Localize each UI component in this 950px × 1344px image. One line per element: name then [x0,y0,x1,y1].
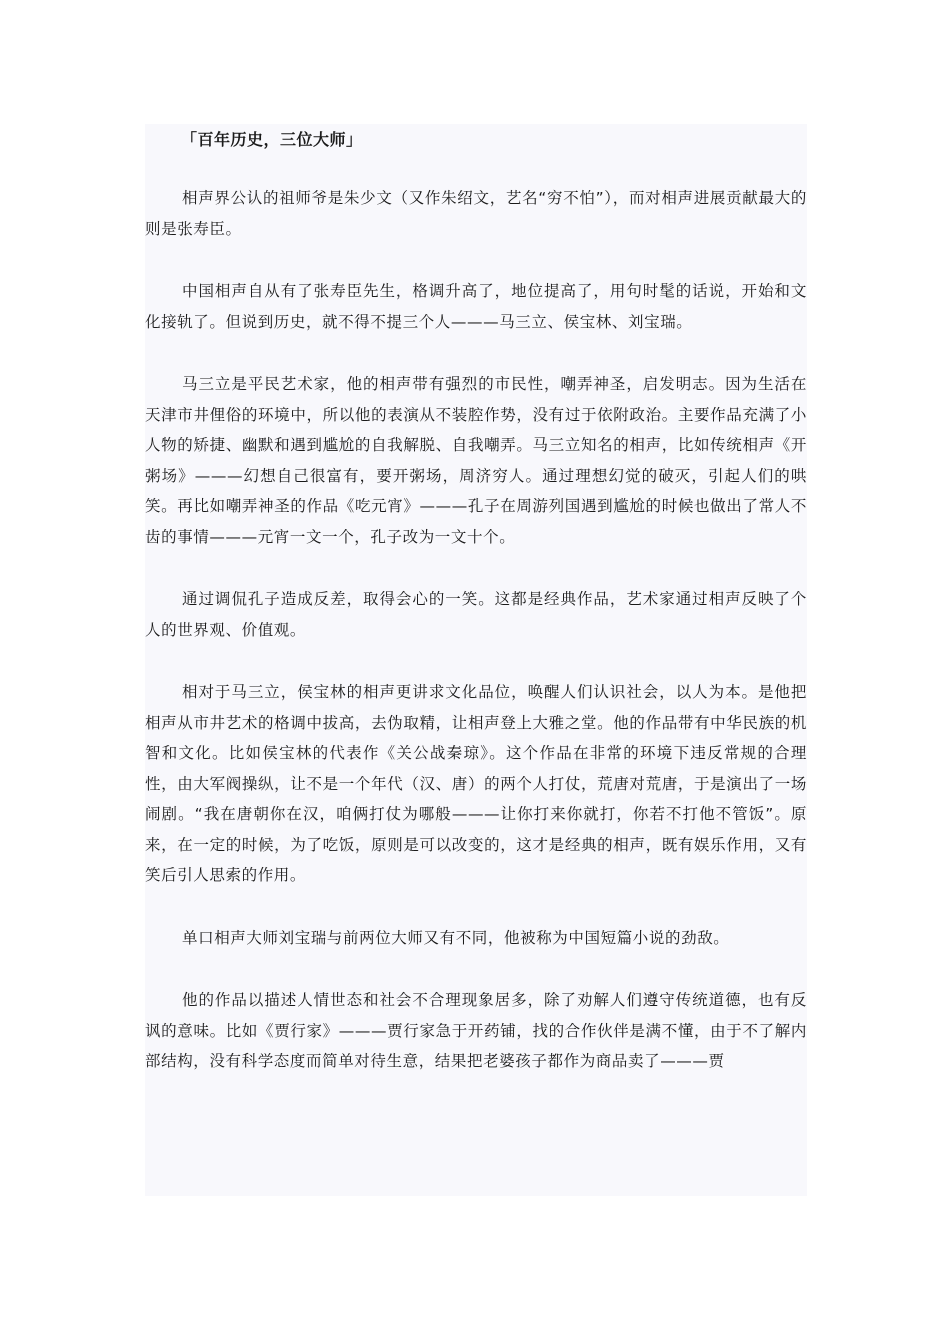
paragraph: 中国相声自从有了张寿臣先生，格调升高了，地位提高了，用句时髦的话说，开始和文化接轨了。但说到历史，就不得不提三个人———马三立、侯宝林、刘宝瑞。 [145,282,807,331]
paragraph: 相声界公认的祖师爷是朱少文（又作朱绍文，艺名“穷不怕”），而对相声进展贡献最大的则是张寿臣。 [145,189,807,238]
paragraph: 通过调侃孔子造成反差，取得会心的一笑。这都是经典作品，艺术家通过相声反映了个人的世界观、价值观。 [145,590,807,639]
paragraph: 马三立是平民艺术家，他的相声带有强烈的市民性，嘲弄神圣，启发明志。因为生活在天津市井俚俗的环境中，所以他的表演从不装腔作势，没有过于依附政治。主要作品充满了小人物的矫捷、幽默和遇到尴尬的自我解脱、自我嘲弄。马三立知名的相声，比如传统相声《开粥场》———幻想自己很富有，要开粥场，周济穷人。通过理想幻觉的破灭，引起人们的哄笑。再比如嘲弄神圣的作品《吃元宵》———孔子在周游列国遇到尴尬的时候也做出了常人不齿的事情———元宵一文一个，孔子改为一文十个。 [145,375,807,546]
paragraph: 相对于马三立，侯宝林的相声更讲求文化品位，唤醒人们认识社会，以人为本。是他把相声从市井艺术的格调中拔高，去伪取精，让相声登上大雅之堂。他的作品带有中华民族的机智和文化。比如侯宝林的代表作《关公战秦琼》。这个作品在非常的环境下违反常规的合理性，由大军阀操纵，让不是一个年代（汉、唐）的两个人打仗，荒唐对荒唐，于是演出了一场闹剧。“我在唐朝你在汉，咱俩打仗为哪般———让你打来你就打，你若不打他不管饭”。原来，在一定的时候，为了吃饭，原则是可以改变的，这才是经典的相声，既有娱乐作用，又有笑后引人思索的作用。 [145,683,807,884]
article-body [145,124,807,1196]
paragraph: 他的作品以描述人情世态和社会不合理现象居多，除了劝解人们遵守传统道德，也有反讽的意味。比如《贾行家》———贾行家急于开药铺，找的合作伙伴是满不懂，由于不了解内部结构，没有科学态度而简单对待生意，结果把老婆孩子都作为商品卖了———贾 [145,991,807,1070]
section-heading: 「百年历史，三位大师」 [181,130,363,149]
paragraph: 单口相声大师刘宝瑞与前两位大师又有不同，他被称为中国短篇小说的劲敌。 [182,928,730,947]
